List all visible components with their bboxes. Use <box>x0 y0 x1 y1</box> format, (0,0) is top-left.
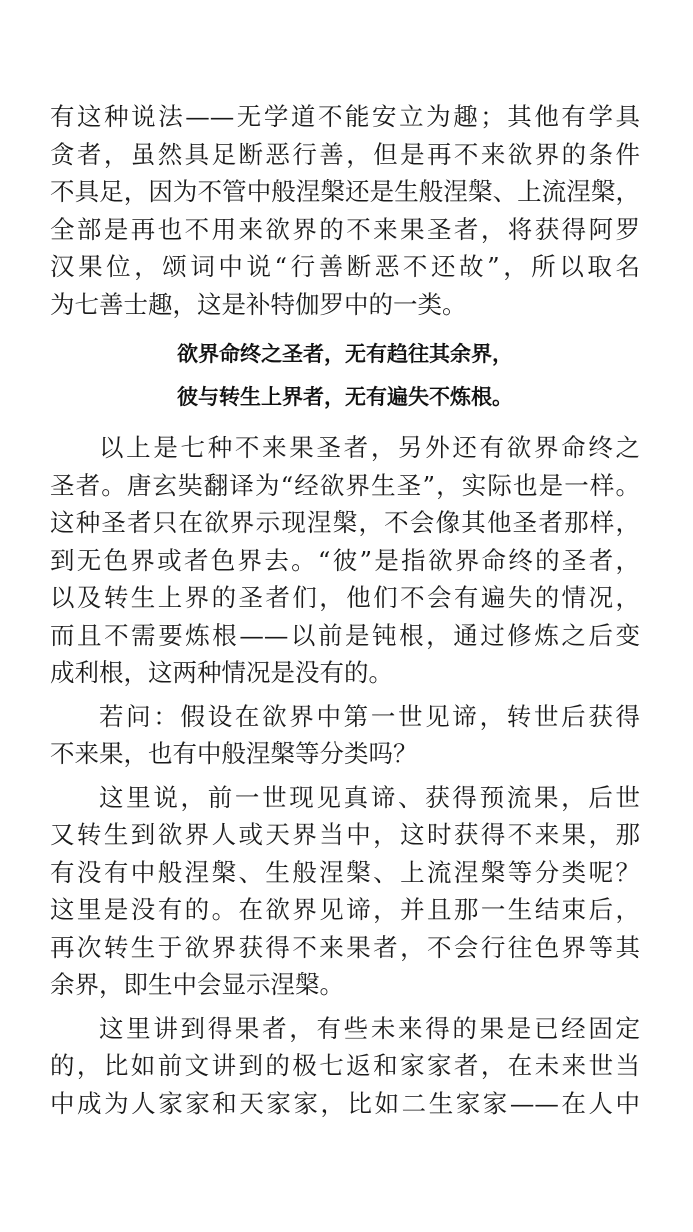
text-line: 以及转生上界的圣者们，他们不会有遍失的情况， <box>50 583 640 612</box>
book-page <box>50 98 640 1128</box>
text-line: 若问：假设在欲界中第一世见谛，转世后获得 <box>99 701 640 731</box>
text-line: 到无色界或者色界去。“彼”是指欲界命终的圣者， <box>50 545 640 575</box>
text-line: 有这种说法——无学道不能安立为趣；其他有学具 <box>50 102 640 131</box>
text-line: 全部是再也不用来欲界的不来果圣者，将获得阿罗 <box>50 214 640 244</box>
paragraph-3 <box>50 698 640 773</box>
text-line: 中成为人家家和天家家，比如二生家家——在人中 <box>50 1088 640 1118</box>
text-line: 这里说，前一世现见真谛、获得预流果，后世 <box>99 782 640 812</box>
text-line: 这里是没有的。在欲界见谛，并且那一生结束后， <box>50 895 640 924</box>
text-line: 再次转生于欲界获得不来果者，不会行往色界等其 <box>50 932 640 962</box>
text-line: 这种圣者只在欲界示现涅槃，不会像其他圣者那样， <box>50 508 640 537</box>
verse-block <box>50 333 640 419</box>
text-line: 汉果位，颂词中说“行善断恶不还故”，所以取名 <box>50 252 640 281</box>
text-line: 为七善士趣，这是补特伽罗中的一类。 <box>50 289 467 319</box>
text-line: 圣者。唐玄奘翻译为“经欲界生圣”，实际也是一样。 <box>50 470 640 500</box>
verse-line: 欲界命终之圣者，无有趋往其余界， <box>177 342 513 366</box>
paragraph-1 <box>50 98 640 323</box>
paragraph-5 <box>50 1010 640 1123</box>
text-line: 以上是七种不来果圣者，另外还有欲界命终之 <box>99 433 640 462</box>
text-line: 不具足，因为不管中般涅槃还是生般涅槃、上流涅槃， <box>50 177 640 206</box>
paragraph-4 <box>50 779 640 1004</box>
text-line: 余界，即生中会显示涅槃。 <box>50 970 344 999</box>
text-line: 又转生到欲界人或天界当中，这时获得不来果，那 <box>50 820 640 849</box>
text-line: 贪者，虽然具足断恶行善，但是再不来欲界的条件 <box>50 139 640 169</box>
text-line: 不来果，也有中般涅槃等分类吗？ <box>50 739 418 768</box>
text-line: 而且不需要炼根——以前是钝根，通过修炼之后变 <box>50 620 640 650</box>
text-line: 的，比如前文讲到的极七返和家家者，在未来世当 <box>50 1051 640 1080</box>
text-line: 成利根，这两种情况是没有的。 <box>50 658 393 687</box>
text-line: 有没有中般涅槃、生般涅槃、上流涅槃等分类呢？ <box>50 857 640 887</box>
text-line: 这里讲到得果者，有些未来得的果是已经固定 <box>99 1013 640 1043</box>
paragraph-2 <box>50 429 640 692</box>
verse-line: 彼与转生上界者，无有遍失不炼根。 <box>177 385 513 409</box>
